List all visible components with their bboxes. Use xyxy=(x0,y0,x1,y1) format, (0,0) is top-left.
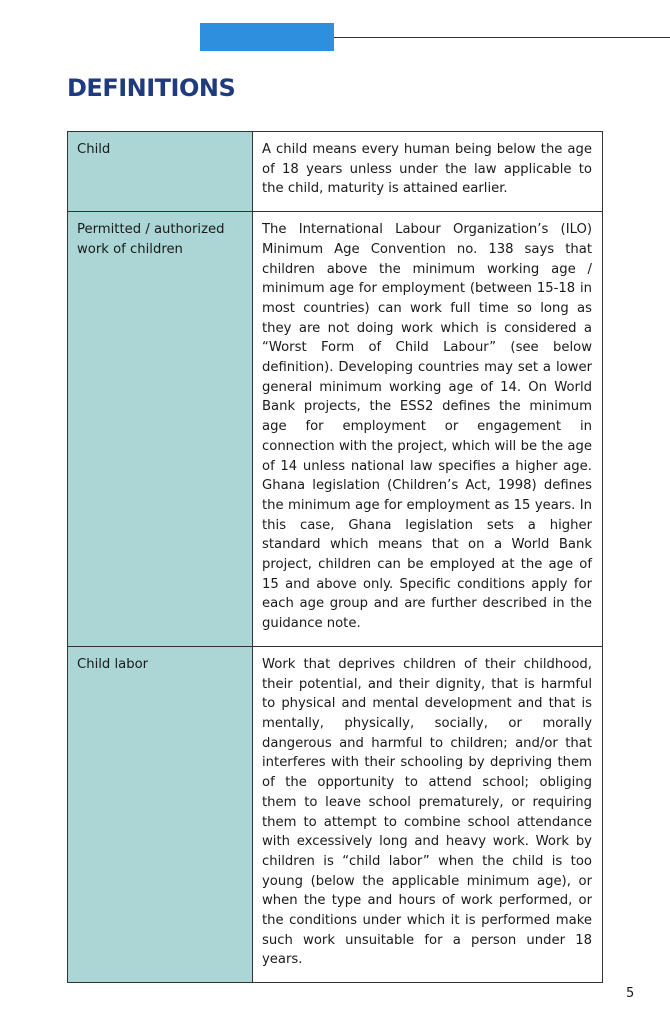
term-cell: Permitted / authorized work of children xyxy=(68,212,253,647)
term-cell: Child xyxy=(68,132,253,212)
term-cell: Child labor xyxy=(68,646,253,982)
header-accent-bar xyxy=(200,23,334,51)
definition-cell: Work that deprives children of their childhood, their potential, and their dignity, that is harmful to physical and mental development and that is mentally, physically, socially, or morally dangerous and harmful to children; and/or that interferes with their schooling by depriving them of the opportunity to attend school; obliging them to leave school prematurely, or requiring them to attempt to combine school attendance with excessively long and heavy work. Work by children is “child labor” when the child is too young (below the applicable minimum age), or when the type and hours of work performed, or the conditions under which it is performed make such work unsuitable for a person under 18 years. xyxy=(253,646,603,982)
table-row xyxy=(68,132,603,212)
header-rule xyxy=(334,37,670,38)
table-row xyxy=(68,212,603,647)
page-title: DEFINITIONS xyxy=(67,74,236,102)
definition-cell: A child means every human being below the age of 18 years unless under the law applicable to the child, maturity is attained earlier. xyxy=(253,132,603,212)
page-number: 5 xyxy=(626,986,635,1001)
definitions-table xyxy=(67,131,603,983)
table-row xyxy=(68,646,603,982)
definition-cell: The International Labour Organization’s (ILO) Minimum Age Convention no. 138 says that children above the minimum working age / minimum age for employment (between 15-18 in most countries) can work full time so long as they are not doing work which is considered a “Worst Form of Child Labour” (see below definition). Developing countries may set a lower general minimum working age of 14. On World Bank projects, the ESS2 defines the minimum age for employment or engagement in connection with the project, which will be the age of 14 unless national law specifies a higher age. Ghana legislation (Children’s Act, 1998) defines the minimum age for employment as 15 years. In this case, Ghana legislation sets a higher standard which means that on a World Bank project, children can be employed at the age of 15 and above only. Specific conditions apply for each age group and are further described in the guidance note. xyxy=(253,212,603,647)
